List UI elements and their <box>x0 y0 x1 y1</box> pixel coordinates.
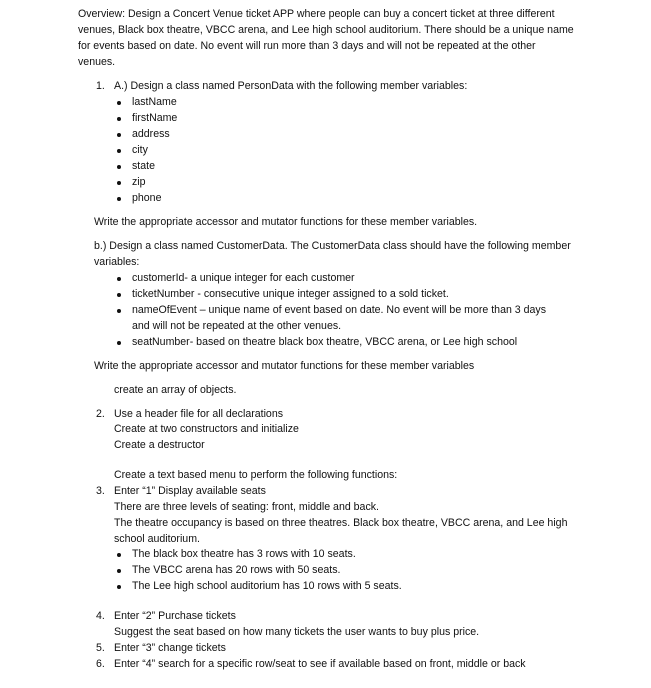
b-heading-line-1: b.) Design a class named CustomerData. The CustomerData class should have the following member <box>94 240 571 252</box>
bullet-icon <box>117 101 121 105</box>
var-city: city <box>132 144 148 156</box>
menu-intro: Create a text based menu to perform the following functions: <box>114 469 398 481</box>
accessor-note-2: Write the appropriate accessor and mutator functions for these member variables <box>94 360 475 372</box>
theatre-vbcc: The VBCC arena has 20 rows with 50 seats. <box>132 564 341 576</box>
var-state: state <box>132 160 155 172</box>
overview-line-2: venues, Black box theatre, VBCC arena, and Lee high school auditorium. There should be a unique name <box>78 24 574 36</box>
var-ticketnumber: ticketNumber - consecutive unique integer assigned to a sold ticket. <box>132 288 449 300</box>
bullet-icon <box>117 585 121 589</box>
bullet-icon <box>117 553 121 557</box>
bullet-icon <box>117 149 121 153</box>
item-5-number: 5. <box>96 642 105 654</box>
item-2-number: 2. <box>96 408 105 420</box>
var-nameofevent-line-2: and will not be repeated at the other venues. <box>132 320 342 332</box>
item-2-line-1: Use a header file for all declarations <box>114 408 284 420</box>
bullet-icon <box>117 293 121 297</box>
b-heading-line-2: variables: <box>94 256 140 268</box>
item-4-number: 4. <box>96 610 105 622</box>
item-6-line-1: Enter “4” search for a specific row/seat to see if available based on front, middle or back <box>114 658 526 670</box>
bullet-icon <box>117 117 121 121</box>
overview-line-3: for events based on date. No event will run more than 3 days and will not be repeated at the other <box>78 40 536 52</box>
overview-line-1: Overview: Design a Concert Venue ticket APP where people can buy a concert ticket at three different <box>78 8 555 20</box>
var-phone: phone <box>132 192 162 204</box>
var-seatnumber: seatNumber- based on theatre black box theatre, VBCC arena, or Lee high school <box>132 336 518 348</box>
bullet-icon <box>117 341 121 345</box>
item-4-line-2: Suggest the seat based on how many tickets the user wants to buy plus price. <box>114 626 480 638</box>
var-address: address <box>132 128 170 140</box>
item-5-line-1: Enter “3” change tickets <box>114 642 226 654</box>
item-4-line-1: Enter “2” Purchase tickets <box>114 610 236 622</box>
bullet-icon <box>117 569 121 573</box>
bullet-icon <box>117 133 121 137</box>
item-2-line-2: Create at two constructors and initialize <box>114 423 299 435</box>
item-3-line-2: There are three levels of seating: front, middle and back. <box>114 501 379 513</box>
var-nameofevent-line-1: nameOfEvent – unique name of event based on date. No event will be more than 3 days <box>132 304 547 316</box>
bullet-icon <box>117 277 121 281</box>
item-6-number: 6. <box>96 658 105 670</box>
item-3-number: 3. <box>96 485 105 497</box>
theatre-blackbox: The black box theatre has 3 rows with 10 seats. <box>132 548 356 560</box>
array-note: create an array of objects. <box>114 384 237 396</box>
item-1-heading: A.) Design a class named PersonData with the following member variables: <box>114 80 468 92</box>
bullet-icon <box>117 197 121 201</box>
item-3-line-4: school auditorium. <box>114 533 200 545</box>
theatre-lee: The Lee high school auditorium has 10 rows with 5 seats. <box>132 580 402 592</box>
item-1-number: 1. <box>96 80 105 92</box>
overview-line-4: venues. <box>78 56 116 68</box>
item-3-line-1: Enter “1” Display available seats <box>114 485 266 497</box>
var-customerid: customerId- a unique integer for each customer <box>132 272 355 284</box>
bullet-icon <box>117 309 121 313</box>
bullet-icon <box>117 165 121 169</box>
var-firstname: firstName <box>132 112 178 124</box>
accessor-note: Write the appropriate accessor and mutator functions for these member variables. <box>94 216 478 228</box>
item-3-line-3: The theatre occupancy is based on three theatres. Black box theatre, VBCC arena, and Lee high <box>114 517 568 529</box>
var-zip: zip <box>132 176 146 188</box>
item-2-line-3: Create a destructor <box>114 439 205 451</box>
bullet-icon <box>117 181 121 185</box>
var-lastname: lastName <box>132 96 177 108</box>
